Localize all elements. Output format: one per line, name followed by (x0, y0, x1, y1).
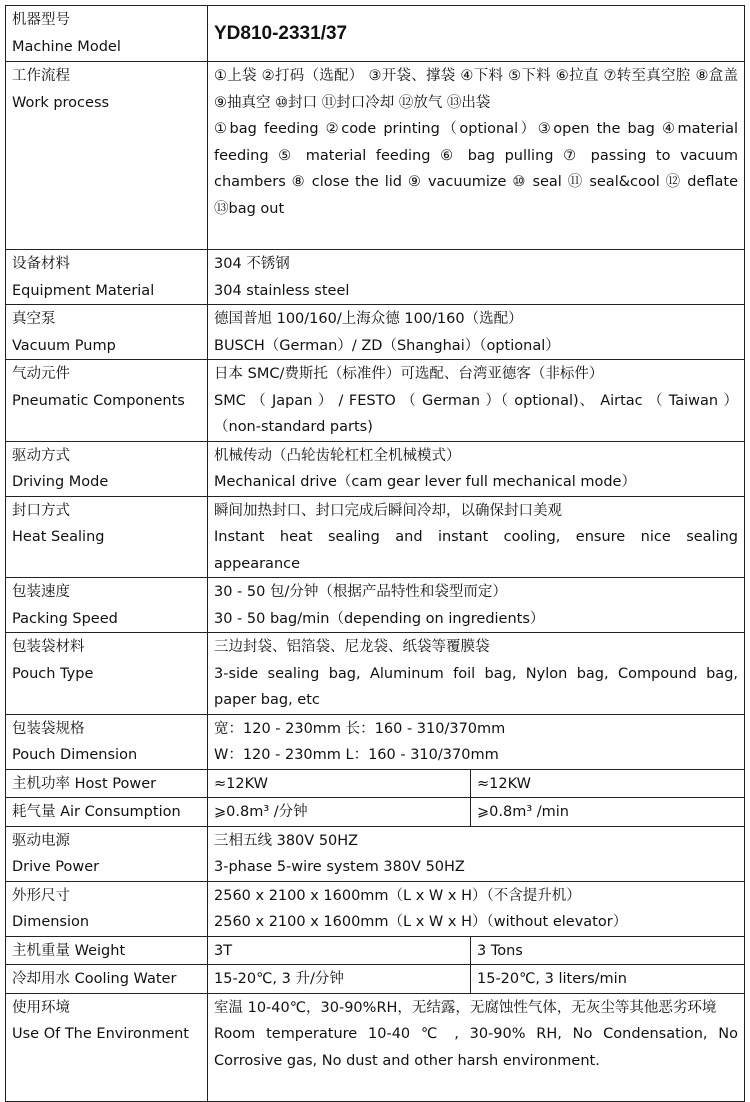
row-heat-sealing (6, 496, 745, 578)
label-en: Work process (12, 94, 110, 111)
label-en: Equipment Material (12, 282, 155, 299)
value-cn: 三边封袋、铝箔袋、尼龙袋、纸袋等覆膜袋 (214, 639, 490, 655)
label-en: Pouch Type (12, 665, 94, 682)
value-environment (208, 993, 745, 1101)
row-equipment-material (6, 250, 745, 305)
value-air-consumption-cn: ⩾0.8m³ /分钟 (208, 798, 471, 827)
value-en: W：120 - 230mm L：160 - 310/370mm (214, 747, 499, 763)
value-machine-model (208, 6, 745, 62)
label-cn: 使用环境 (12, 999, 70, 1016)
label-pouch-dimension (6, 714, 208, 769)
row-machine-model (6, 6, 745, 62)
label-en: Use Of The Environment (12, 1026, 189, 1042)
value-pneumatic-components (208, 360, 745, 442)
row-work-process (6, 62, 745, 250)
label-driving-mode (6, 441, 208, 496)
row-weight (6, 936, 745, 965)
value-en: Room temperature 10-40 ℃ , 30-90% RH, No Condensation, No Corrosive gas, No dust and other harsh environment. (214, 1026, 739, 1069)
row-vacuum-pump (6, 305, 745, 360)
row-dimension (6, 881, 745, 936)
label-cn: 设备材料 (12, 256, 70, 272)
label-drive-power (6, 826, 208, 881)
value-driving-mode (208, 441, 745, 496)
value-en: 304 stainless steel (214, 282, 350, 299)
value-cn: ①上袋 ②打码（选配） ③开袋、撑袋 ④下料 ⑤下料 ⑥拉直 ⑦转至真空腔 ⑧盒盖 ⑨抽真空 ⑩封口 ⑪封口冷却 ⑫放气 ⑬出袋 (214, 68, 739, 111)
value-cn: 瞬间加热封口、封口完成后瞬间冷却，以确保封口美观 (214, 502, 562, 519)
model-number: YD810-2331/37 (214, 23, 348, 44)
row-cooling-water (6, 965, 745, 994)
label-en: Driving Mode (12, 474, 109, 490)
value-dimension (208, 881, 745, 936)
value-cn: 2560 x 2100 x 1600mm（L x W x H）（不含提升机） (214, 887, 581, 904)
label-cn: 包装袋规格 (12, 720, 85, 737)
label-packing-speed (6, 578, 208, 633)
label-en: Vacuum Pump (12, 337, 116, 354)
label-cn: 包装速度 (12, 584, 70, 600)
label-en: Heat Sealing (12, 529, 105, 545)
label-en: Pouch Dimension (12, 747, 138, 763)
value-en: 30 - 50 bag/min（depending on ingredients） (214, 610, 545, 627)
label-cn: 包装袋材料 (12, 639, 85, 655)
label-weight: 主机重量 Weight (6, 936, 208, 965)
label-environment (6, 993, 208, 1101)
row-host-power (6, 769, 745, 798)
value-en: Instant heat sealing and instant cooling, ensure nice sealing appearance (214, 529, 739, 572)
value-vacuum-pump (208, 305, 745, 360)
row-pouch-dimension (6, 714, 745, 769)
value-host-power-en: ≈12KW (471, 769, 745, 798)
label-cn: 工作流程 (12, 68, 70, 84)
value-en: 2560 x 2100 x 1600mm（L x W x H）（without elevator） (214, 914, 628, 930)
value-cn: 室温 10-40℃，30-90%RH，无结露，无腐蚀性气体，无灰尘等其他恶劣环境 (214, 999, 717, 1016)
label-pouch-type (6, 633, 208, 715)
label-cn: 驱动电源 (12, 832, 70, 849)
spec-table (5, 5, 745, 1102)
value-en: BUSCH（German）/ ZD（Shanghai）（optional） (214, 337, 560, 354)
label-heat-sealing (6, 496, 208, 578)
label-cn: 真空泵 (12, 311, 56, 327)
value-cn: 30 - 50 包/分钟（根据产品特性和袋型而定） (214, 584, 507, 600)
label-dimension (6, 881, 208, 936)
label-en: Pneumatic Components (12, 392, 185, 409)
label-en: Machine Model (12, 38, 121, 55)
value-cn: 三相五线 380V 50HZ (214, 832, 359, 849)
value-pouch-dimension (208, 714, 745, 769)
value-pouch-type (208, 633, 745, 715)
value-en: Mechanical drive（cam gear lever full mechanical mode） (214, 474, 636, 490)
row-air-consumption (6, 798, 745, 827)
row-environment (6, 993, 745, 1101)
value-weight-en: 3 Tons (471, 936, 745, 965)
value-cn: 德国普旭 100/160/上海众德 100/160（选配） (214, 311, 523, 327)
label-en: Drive Power (12, 859, 100, 875)
row-drive-power (6, 826, 745, 881)
value-cooling-water-cn: 15-20℃, 3 升/分钟 (208, 965, 471, 994)
label-cn: 外形尺寸 (12, 887, 70, 904)
value-en: 3-side sealing bag, Aluminum foil bag, Nylon bag, Compound bag, paper bag, etc (214, 665, 739, 708)
value-en: SMC （ Japan ） / FESTO （ German ）（ optional)、 Airtac （ Taiwan ）（non-standard parts) (214, 392, 739, 435)
label-cn: 气动元件 (12, 366, 70, 382)
label-cn: 驱动方式 (12, 447, 70, 464)
row-pneumatic-components (6, 360, 745, 442)
label-cooling-water: 冷却用水 Cooling Water (6, 965, 208, 994)
label-en: Packing Speed (12, 610, 118, 627)
value-cn: 304 不锈钢 (214, 256, 290, 272)
value-en: 3-phase 5-wire system 380V 50HZ (214, 859, 465, 875)
label-work-process (6, 62, 208, 250)
value-equipment-material (208, 250, 745, 305)
value-en: ①bag feeding ②code printing（optional）③open the bag ④material feeding ⑤ material feeding ⑥ bag pulling ⑦ passing to vacuum chambers ⑧ close the lid ⑨ vacuumize ⑩ seal ⑪ seal&cool ⑫ deflate ⑬bag out (214, 121, 739, 217)
value-cn: 机械传动（凸轮齿轮杠杠全机械模式） (214, 447, 461, 464)
label-machine-model (6, 6, 208, 62)
value-packing-speed (208, 578, 745, 633)
value-cn: 日本 SMC/费斯托（标准件）可选配、台湾亚德客（非标件） (214, 366, 604, 382)
label-cn: 机器型号 (12, 12, 70, 28)
label-air-consumption: 耗气量 Air Consumption (6, 798, 208, 827)
row-driving-mode (6, 441, 745, 496)
value-host-power-cn: ≈12KW (208, 769, 471, 798)
label-vacuum-pump (6, 305, 208, 360)
label-equipment-material (6, 250, 208, 305)
label-host-power: 主机功率 Host Power (6, 769, 208, 798)
value-weight-cn: 3T (208, 936, 471, 965)
value-drive-power (208, 826, 745, 881)
value-cooling-water-en: 15-20℃, 3 liters/min (471, 965, 745, 994)
label-cn: 封口方式 (12, 502, 70, 519)
row-packing-speed (6, 578, 745, 633)
label-pneumatic-components (6, 360, 208, 442)
value-work-process (208, 62, 745, 250)
value-air-consumption-en: ⩾0.8m³ /min (471, 798, 745, 827)
value-cn: 宽：120 - 230mm 长：160 - 310/370mm (214, 720, 506, 737)
value-heat-sealing (208, 496, 745, 578)
row-pouch-type (6, 633, 745, 715)
label-en: Dimension (12, 914, 90, 930)
